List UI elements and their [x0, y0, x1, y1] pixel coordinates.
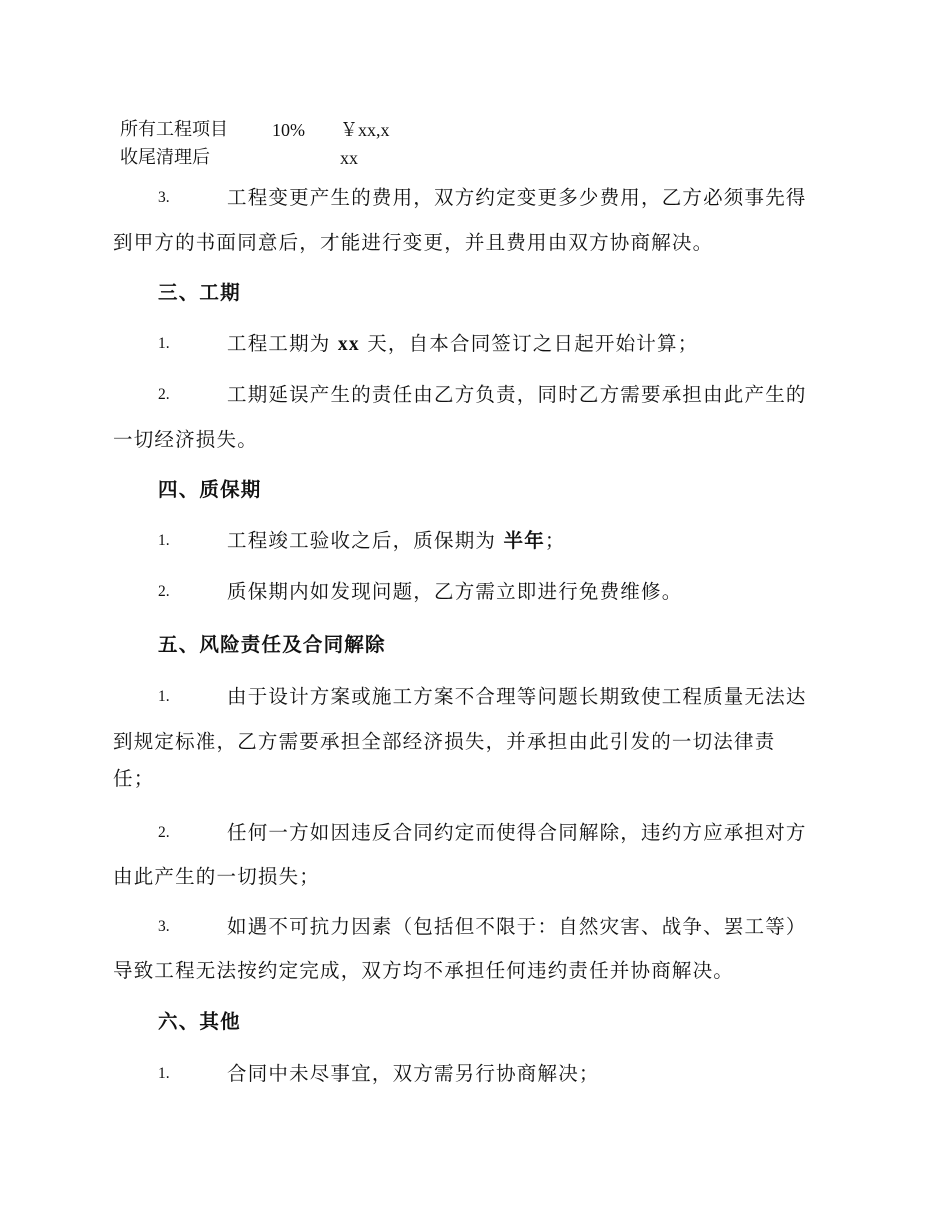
paragraph-line: 质保期内如发现问题，乙方需立即进行免费维修。: [227, 580, 683, 603]
paragraph-line: 工程变更产生的费用，双方约定变更多少费用，乙方必须事先得: [227, 186, 807, 209]
warranty-value: 半年: [503, 529, 545, 552]
fee-item-1: 所有工程项目: [120, 119, 228, 140]
list-number: 1.: [158, 532, 170, 549]
paragraph-line: 任；: [113, 767, 155, 790]
paragraph-line: 到甲方的书面同意后，才能进行变更，并且费用由双方协商解决。: [113, 231, 714, 254]
section-heading: 六、其他: [158, 1010, 241, 1033]
fee-item-2: 收尾清理后: [120, 147, 210, 168]
paragraph-line: 工程竣工验收之后，质保期为 半年；: [227, 529, 566, 552]
fee-amount-1: ￥xx,x: [340, 120, 390, 140]
list-number: 1.: [158, 1065, 170, 1082]
list-number: 1.: [158, 688, 170, 705]
paragraph-line: 导致工程无法按约定完成，双方均不承担任何违约责任并协商解决。: [113, 959, 735, 982]
section-heading: 五、风险责任及合同解除: [158, 633, 386, 656]
list-number: 1.: [158, 335, 170, 352]
paragraph-line: 由此产生的一切损失；: [113, 865, 321, 888]
paragraph-line: 由于设计方案或施工方案不合理等问题长期致使工程质量无法达: [227, 685, 807, 708]
paragraph-line: 合同中未尽事宜，双方需另行协商解决；: [227, 1062, 600, 1085]
section-heading: 四、质保期: [158, 478, 262, 501]
paragraph-line: 工程工期为 xx 天，自本合同签订之日起开始计算；: [227, 332, 699, 355]
list-number: 2.: [158, 824, 170, 841]
list-number: 3.: [158, 189, 170, 206]
paragraph-line: 一切经济损失。: [113, 428, 258, 451]
fee-percent-1: 10%: [272, 120, 305, 140]
paragraph-line: 工期延误产生的责任由乙方负责，同时乙方需要承担由此产生的: [227, 383, 807, 406]
paragraph-line: 如遇不可抗力因素（包括但不限于：自然灾害、战争、罢工等）: [227, 915, 807, 938]
paragraph-line: 到规定标准，乙方需要承担全部经济损失，并承担由此引发的一切法律责: [113, 730, 776, 753]
paragraph-line: 任何一方如因违反合同约定而使得合同解除，违约方应承担对方: [227, 821, 807, 844]
fee-amount-2: xx: [340, 148, 358, 168]
list-number: 3.: [158, 918, 170, 935]
section-heading: 三、工期: [158, 281, 241, 304]
list-number: 2.: [158, 386, 170, 403]
list-number: 2.: [158, 583, 170, 600]
duration-value: xx: [337, 334, 360, 355]
